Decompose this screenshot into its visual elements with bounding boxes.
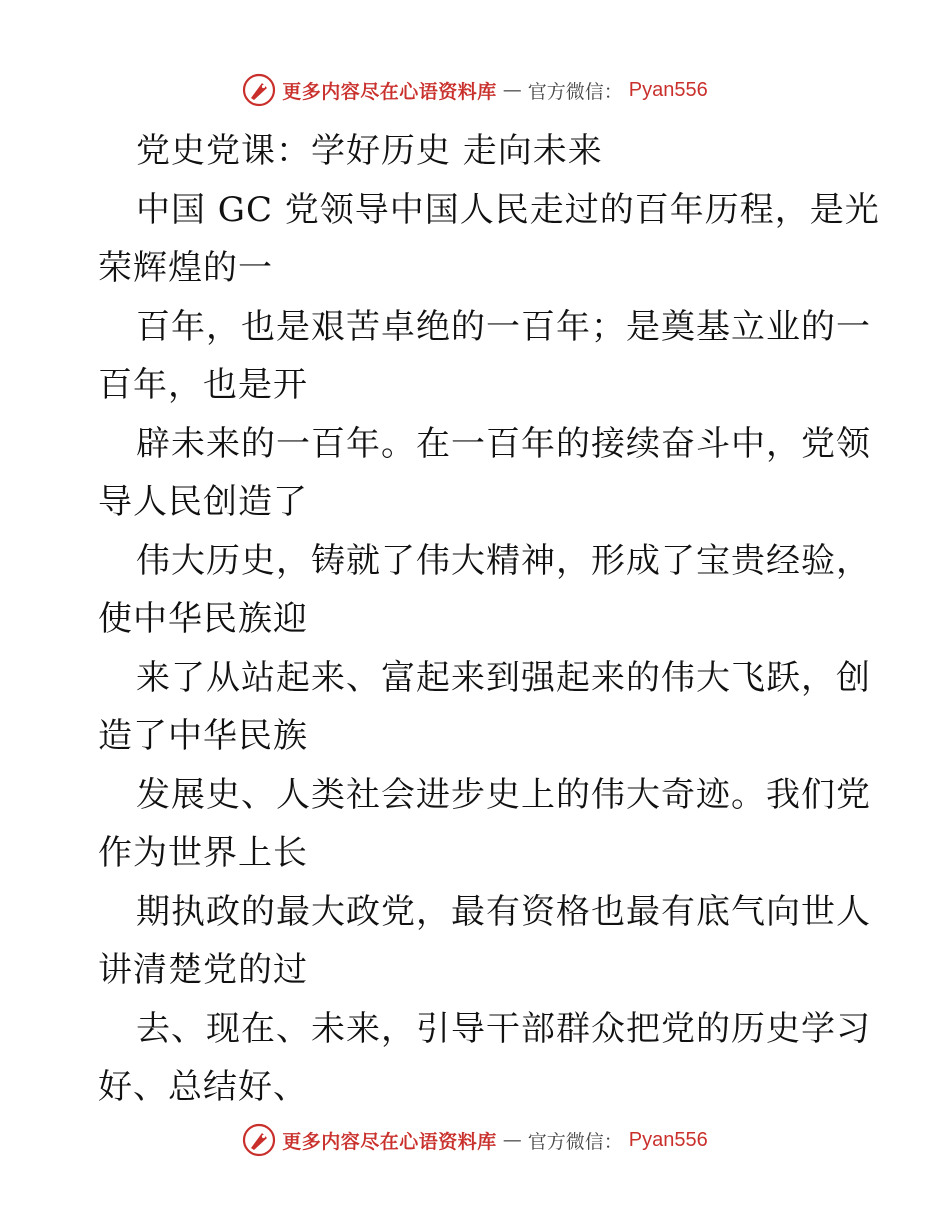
paragraph-line: 导人民创造了 xyxy=(98,482,308,522)
header-dash: — xyxy=(502,79,522,101)
paragraph-line: 伟大历史，铸就了伟大精神，形成了宝贵经验， xyxy=(136,540,871,581)
paragraph-line: 百年，也是开 xyxy=(98,365,308,405)
paragraph-line: 荣辉煌的一 xyxy=(98,248,273,288)
paragraph-line: 中国 GC 党领导中国人民走过的百年历程，是光 xyxy=(136,189,880,230)
paragraph-line: 好、总结好、 xyxy=(98,1067,308,1107)
header-wechat-label: 官方微信： xyxy=(527,80,623,103)
header-banner xyxy=(0,70,950,110)
paragraph-line: 作为世界上长 xyxy=(98,833,308,873)
footer-wechat-label: 官方微信： xyxy=(527,1130,623,1153)
header-brand-text: 更多内容尽在心语资料库 xyxy=(282,80,497,103)
footer-wechat-id: Pyan556 xyxy=(628,1128,708,1151)
footer-brand-text: 更多内容尽在心语资料库 xyxy=(282,1130,497,1153)
footer-dash: — xyxy=(502,1129,522,1151)
footer-banner xyxy=(0,1120,950,1160)
document-title: 党史党课：学好历史 走向未来 xyxy=(136,131,603,171)
paragraph-line: 来了从站起来、富起来到强起来的伟大飞跃，创 xyxy=(136,657,871,698)
paragraph-line: 发展史、人类社会进步史上的伟大奇迹。我们党 xyxy=(136,774,871,815)
paragraph-line: 讲清楚党的过 xyxy=(98,950,308,990)
paragraph-line: 使中华民族迎 xyxy=(98,599,308,639)
document-body xyxy=(98,122,880,1117)
pen-nib-logo-icon xyxy=(242,1123,276,1157)
pen-nib-logo-icon xyxy=(242,73,276,107)
paragraph-line: 造了中华民族 xyxy=(98,716,308,756)
header-wechat-id: Pyan556 xyxy=(628,78,708,101)
paragraph-line: 期执政的最大政党，最有资格也最有底气向世人 xyxy=(136,891,871,932)
paragraph-line: 去、现在、未来，引导干部群众把党的历史学习 xyxy=(136,1008,871,1049)
paragraph-line: 百年，也是艰苦卓绝的一百年；是奠基立业的一 xyxy=(136,306,871,347)
paragraph-line: 辟未来的一百年。在一百年的接续奋斗中，党领 xyxy=(136,423,871,464)
